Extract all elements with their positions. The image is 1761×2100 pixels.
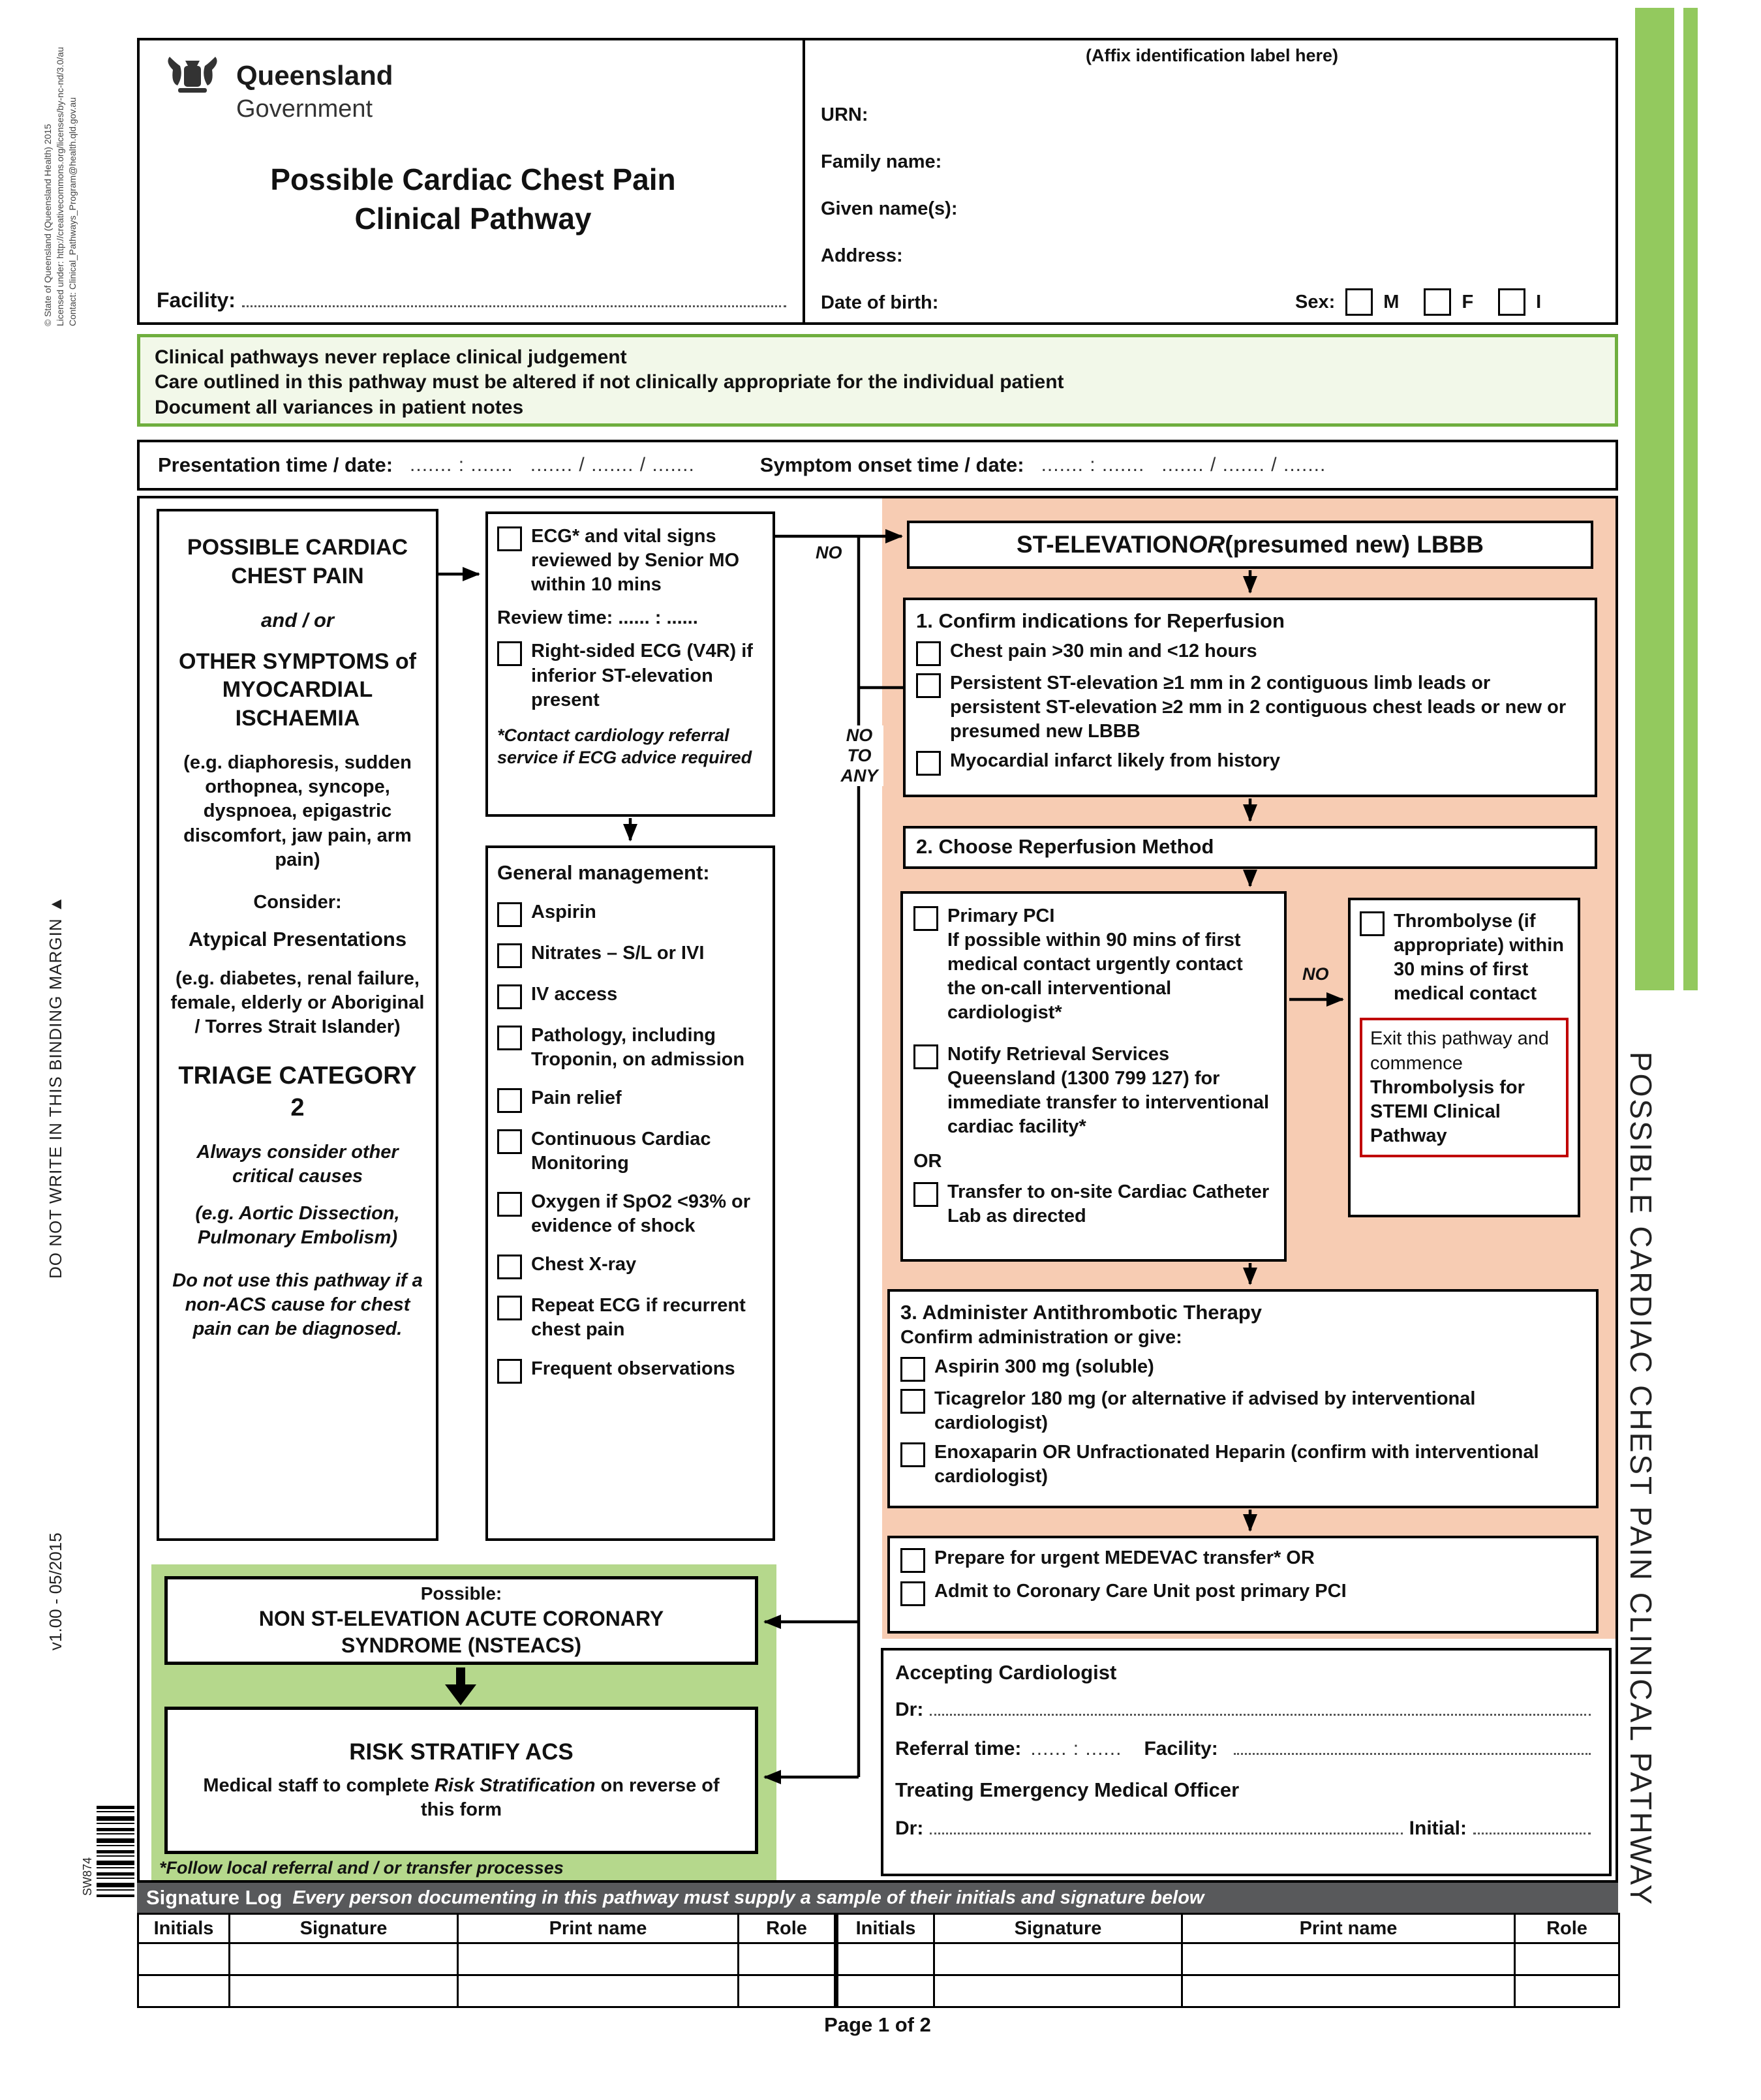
signature-cell[interactable] [934, 1943, 1182, 1975]
gm-item: Continuous Cardiac Monitoring [531, 1128, 711, 1174]
ecg-box [485, 511, 775, 817]
initial-blank-line[interactable] [1473, 1833, 1591, 1834]
signature-cell[interactable] [230, 1975, 458, 2007]
general-management-box [485, 845, 775, 1541]
possible-cardiac-chest-pain-panel [157, 509, 438, 1541]
nsteacs-box [164, 1576, 758, 1665]
signature-row [138, 1975, 1619, 2007]
sec3-checkbox[interactable] [900, 1357, 925, 1382]
gm-item: Repeat ECG if recurrent chest pain [531, 1295, 746, 1341]
sex-label: Sex: [1295, 291, 1336, 312]
thrombolyse-item: Thrombolyse (if appropriate) within 30 mins of first medical contact [1394, 911, 1564, 1005]
section3-sub: Confirm administration or give: [900, 1326, 1182, 1348]
gm-row [497, 1294, 763, 1342]
gm-item: IV access [531, 983, 618, 1005]
header-divider [803, 38, 805, 325]
copyright-line: Licensed under: http://creativecommons.org/licenses/by-nc-nd/3.0/au [54, 46, 65, 326]
gm-item: Chest X-ray [531, 1254, 637, 1275]
logo-text-government: Government [236, 95, 373, 123]
risk-stratify-box [164, 1707, 758, 1854]
ccu-item: Admit to Coronary Care Unit post primary PCI [934, 1581, 1347, 1602]
facility-blank-line2[interactable] [1234, 1753, 1591, 1755]
affix-label: (Affix identification label here) [1085, 46, 1339, 65]
sec1-row [916, 639, 1584, 666]
signature-cell[interactable] [739, 1975, 836, 2007]
sec3-checkbox[interactable] [900, 1442, 925, 1467]
gm-checkbox[interactable] [497, 1255, 522, 1279]
treating-emo-title: Treating Emergency Medical Officer [895, 1778, 1240, 1802]
notice-line1: Clinical pathways never replace clinical judgement [155, 346, 627, 368]
barcode-label: SW874 [81, 1857, 94, 1896]
st-elevation-header: ST-ELEVATION OR (presumed new) LBBB [907, 521, 1593, 569]
page-number: Page 1 of 2 [824, 2013, 931, 2036]
gm-row [497, 1190, 763, 1238]
col-print-name: Print name [458, 1914, 739, 1943]
signature-cell[interactable] [458, 1975, 739, 2007]
review-time-blank[interactable]: Review time: ...... : ...... [497, 607, 698, 629]
gm-checkbox[interactable] [497, 943, 522, 968]
pci-row3 [913, 1180, 1274, 1228]
onset-time-label: Symptom onset time / date: [759, 453, 1024, 476]
referral-row [895, 1737, 1597, 1761]
right-green-bar-thin [1683, 8, 1698, 990]
ecg-item2-label: Right-sided ECG (V4R) if inferior ST-elevation present [531, 641, 753, 710]
sec3-row [900, 1440, 1585, 1489]
gm-item: Oxygen if SpO2 <93% or evidence of shock [531, 1191, 751, 1237]
medevac-row1 [900, 1546, 1585, 1573]
panel-heading2: OTHER SYMPTOMS of MYOCARDIAL ISCHAEMIA [179, 648, 416, 731]
nsteacs-title2: SYNDROME (NSTEACS) [341, 1633, 581, 1657]
sec1-row [916, 671, 1584, 744]
facility-label2: Facility: [1144, 1738, 1218, 1760]
ecg-item1-row [497, 525, 763, 597]
right-vertical-title: POSSIBLE CARDIAC CHEST PAIN CLINICAL PATHWAY [1624, 1052, 1658, 1907]
thrombolyse-checkbox[interactable] [1360, 911, 1385, 936]
gm-checkbox[interactable] [497, 902, 522, 927]
onset-time-blank[interactable]: ....... : ....... [1041, 454, 1145, 476]
copyright-line: © State of Queensland (Queensland Health) 2015 [42, 124, 53, 326]
panel-consider: Consider: [253, 891, 342, 913]
address-label: Address: [821, 245, 903, 266]
section3-title: 3. Administer Antithrombotic Therapy [900, 1301, 1263, 1324]
sec3-item: Enoxaparin OR Unfractionated Heparin (confirm with interventional cardiologist) [934, 1442, 1539, 1487]
panel-triage: TRIAGE CATEGORY 2 [178, 1061, 417, 1121]
form-title-line1: Possible Cardiac Chest Pain [270, 162, 676, 196]
presentation-time-blank[interactable]: ....... : ....... [410, 454, 513, 476]
ecg-footnote: *Contact cardiology referral service if ECG advice required [497, 725, 752, 768]
nsteacs-title1: NON ST-ELEVATION ACUTE CORONARY [258, 1606, 664, 1630]
sec1-checkbox[interactable] [916, 641, 941, 666]
cardiologist-title: Accepting Cardiologist [895, 1661, 1117, 1684]
signature-cell[interactable] [1182, 1975, 1515, 2007]
medevac-checkbox[interactable] [900, 1548, 925, 1573]
sec1-item: Myocardial infarct likely from history [950, 750, 1281, 771]
antithrombotic-box [887, 1289, 1599, 1508]
pci-row2 [913, 1042, 1274, 1139]
gm-checkbox[interactable] [497, 984, 522, 1009]
signature-row [138, 1943, 1619, 1975]
family-name-label: Family name: [821, 151, 942, 172]
right-green-bar [1635, 8, 1674, 990]
signature-log-title: Signature Log [146, 1886, 283, 1909]
initial-label: Initial: [1409, 1818, 1467, 1840]
sec1-item: Chest pain >30 min and <12 hours [950, 640, 1257, 662]
sex-f-checkbox[interactable] [1424, 288, 1451, 316]
section2-title: 2. Choose Reperfusion Method [916, 835, 1214, 858]
sec3-row [900, 1387, 1585, 1435]
ccu-checkbox[interactable] [900, 1581, 925, 1606]
gm-checkbox[interactable] [497, 1088, 522, 1113]
medevac-item: Prepare for urgent MEDEVAC transfer* OR [934, 1547, 1315, 1568]
logo-text-queensland: Queensland [236, 60, 393, 91]
copyright-block [42, 39, 79, 326]
sec1-checkbox[interactable] [916, 673, 941, 698]
gm-item: Pain relief [531, 1087, 622, 1108]
sex-m-label: M [1383, 291, 1400, 312]
panel-examples2: (e.g. diabetes, renal failure, female, elderly or Aboriginal / Torres Strait Islander) [170, 967, 425, 1037]
sec3-checkbox[interactable] [900, 1389, 925, 1414]
sec1-row [916, 749, 1584, 776]
presentation-time-label: Presentation time / date: [158, 453, 393, 476]
version-text: v1.00 - 05/2015 [46, 1532, 65, 1651]
sex-f-label: F [1462, 291, 1474, 312]
treating-dr-row [895, 1816, 1597, 1841]
dr-label: Dr: [895, 1698, 924, 1720]
no-label-top: NO [816, 543, 842, 562]
nsteacs-possible: Possible: [420, 1583, 502, 1604]
sec3-item: Aspirin 300 mg (soluble) [934, 1356, 1154, 1377]
signature-cell[interactable] [836, 1975, 934, 2007]
notice-line2: Care outlined in this pathway must be altered if not clinically appropriate for the individual patient [155, 371, 1064, 393]
col-initials-2: Initials [836, 1914, 934, 1943]
copyright-line: Contact: Clinical_Pathways_Program@health.qld.gov.au [67, 97, 78, 326]
gm-row [497, 941, 763, 968]
signature-header-row [138, 1914, 1619, 1943]
medevac-box [887, 1536, 1599, 1634]
binding-margin-text: DO NOT WRITE IN THIS BINDING MARGIN ▲ [46, 895, 65, 1279]
signature-cell[interactable] [1515, 1975, 1619, 2007]
ecg-item2-checkbox[interactable] [497, 641, 522, 666]
col-signature: Signature [230, 1914, 458, 1943]
medevac-row2 [900, 1579, 1585, 1606]
gm-row [497, 1086, 763, 1113]
col-print-name-2: Print name [1182, 1914, 1515, 1943]
risk-body: Medical staff to complete Risk Stratification on reverse of this form [203, 1775, 720, 1821]
gm-item: Aspirin [531, 901, 596, 922]
notice-line3: Document all variances in patient notes [155, 396, 524, 418]
gm-item: Frequent observations [531, 1358, 735, 1379]
signature-cell[interactable] [1182, 1943, 1515, 1975]
panel-atypical: Atypical Presentations [188, 927, 407, 951]
gm-row [497, 1357, 763, 1384]
panel-heading1: POSSIBLE CARDIAC CHEST PAIN [187, 535, 408, 588]
signature-cell[interactable] [739, 1943, 836, 1975]
panel-examples1: (e.g. diaphoresis, sudden orthopnea, syncope, dyspnoea, epigastric discomfort, jaw pain, arm pain) [183, 752, 412, 870]
panel-andor: and / or [261, 609, 334, 632]
signature-log-header [137, 1883, 1618, 1913]
gm-row [497, 900, 763, 927]
signature-cell[interactable] [836, 1943, 934, 1975]
pci-or-label: OR [913, 1150, 942, 1172]
gm-row [497, 1127, 763, 1176]
ecg-item2-row [497, 639, 763, 712]
gm-checkbox[interactable] [497, 1296, 522, 1320]
cardiologist-dr-row [895, 1697, 1597, 1722]
gm-row [497, 982, 763, 1009]
no-label-pci: NO [1302, 964, 1329, 984]
panel-always: Always consider other critical causes [196, 1142, 399, 1187]
pci-item2: Notify Retrieval Services Queensland (1300 799 127) for immediate transfer to interventional cardiac facility* [947, 1043, 1270, 1137]
confirm-indications-box [903, 598, 1597, 797]
given-names-label: Given name(s): [821, 198, 958, 219]
col-initials: Initials [138, 1914, 230, 1943]
referral-time-blank[interactable]: ...... : ...... [1030, 1738, 1122, 1760]
sex-m-checkbox[interactable] [1345, 288, 1373, 316]
panel-donot: Do not use this pathway if a non-ACS cause for chest pain can be diagnosed. [172, 1270, 423, 1339]
pci-checkbox[interactable] [913, 906, 938, 931]
no-to-any-label: NO TO ANY [835, 725, 883, 786]
signature-cell[interactable] [138, 1943, 230, 1975]
primary-pci-box [900, 891, 1287, 1262]
gm-item: Pathology, including Troponin, on admission [531, 1024, 745, 1070]
qld-government-crest-icon [160, 55, 225, 117]
sec3-item: Ticagrelor 180 mg (or alternative if advised by interventional cardiologist) [934, 1388, 1476, 1433]
barcode [97, 1806, 134, 1897]
col-role: Role [739, 1914, 836, 1943]
signature-table-wrap [137, 1913, 1620, 2008]
choose-reperfusion-box [903, 826, 1597, 869]
panel-examples3: (e.g. Aortic Dissection, Pulmonary Embolism) [195, 1203, 400, 1249]
clinical-notice-box [137, 334, 1618, 427]
dr-blank-line[interactable] [930, 1714, 1591, 1716]
facility-row [157, 288, 793, 312]
times-bar [137, 440, 1618, 491]
presentation-date-blank[interactable]: ....... / ....... / ....... [530, 454, 695, 476]
facility-blank-line[interactable] [242, 305, 786, 307]
dr2-blank-line[interactable] [930, 1833, 1402, 1834]
referral-time-label: Referral time: [895, 1738, 1022, 1760]
signature-table [137, 1913, 1620, 2008]
gm-checkbox[interactable] [497, 1129, 522, 1154]
dob-label: Date of birth: [821, 292, 939, 313]
sec1-checkbox[interactable] [916, 751, 941, 776]
sec3-row [900, 1355, 1585, 1382]
gm-checkbox[interactable] [497, 1359, 522, 1384]
thrombolyse-box [1348, 898, 1580, 1217]
form-title-line2: Clinical Pathway [354, 202, 592, 236]
sex-i-label: I [1536, 291, 1542, 312]
pci-row1 [913, 904, 1274, 1026]
retrieval-checkbox[interactable] [913, 1044, 938, 1069]
signature-cell[interactable] [1515, 1943, 1619, 1975]
exit-pathway-box: Exit this pathway and commence Thrombolysis for STEMI Clinical Pathway [1360, 1018, 1569, 1157]
onset-date-blank[interactable]: ....... / ....... / ....... [1161, 454, 1326, 476]
gm-row [497, 1253, 763, 1279]
gm-item: Nitrates – S/L or IVI [531, 942, 705, 964]
dr-label2: Dr: [895, 1818, 924, 1840]
facility-label: Facility: [157, 288, 236, 312]
signature-cell[interactable] [230, 1943, 458, 1975]
cathlab-checkbox[interactable] [913, 1182, 938, 1207]
signature-cell[interactable] [934, 1975, 1182, 2007]
general-management-title: General management: [497, 861, 710, 884]
accepting-cardiologist-box [881, 1648, 1612, 1876]
sex-i-checkbox[interactable] [1498, 288, 1525, 316]
gm-row [497, 1024, 763, 1072]
referral-footnote: *Follow local referral and / or transfer processes [159, 1858, 564, 1878]
sec1-item: Persistent ST-elevation ≥1 mm in 2 contiguous limb leads or persistent ST-elevation ≥2 mm in 2 contiguous chest leads or new or presumed new LBBB [950, 672, 1567, 742]
section1-title: 1. Confirm indications for Reperfusion [916, 609, 1285, 632]
col-role-2: Role [1515, 1914, 1619, 1943]
signature-log-subtitle: Every person documenting in this pathway must supply a sample of their initials and signature below [292, 1887, 1204, 1908]
gm-checkbox[interactable] [497, 1192, 522, 1217]
sex-row [1295, 288, 1541, 316]
signature-cell[interactable] [458, 1943, 739, 1975]
ecg-item1-label: ECG* and vital signs reviewed by Senior MO within 10 mins [531, 526, 740, 596]
col-signature-2: Signature [934, 1914, 1182, 1943]
urn-label: URN: [821, 104, 868, 125]
signature-cell[interactable] [138, 1975, 230, 2007]
ecg-item1-checkbox[interactable] [497, 526, 522, 551]
pci-item1: Primary PCI If possible within 90 mins of first medical contact urgently contact the on-call interventional cardiologist* [947, 905, 1243, 1024]
risk-title: RISK STRATIFY ACS [349, 1739, 574, 1765]
gm-checkbox[interactable] [497, 1026, 522, 1050]
pci-item3: Transfer to on-site Cardiac Catheter Lab as directed [947, 1181, 1270, 1227]
thrombolyse-row [1360, 909, 1569, 1006]
